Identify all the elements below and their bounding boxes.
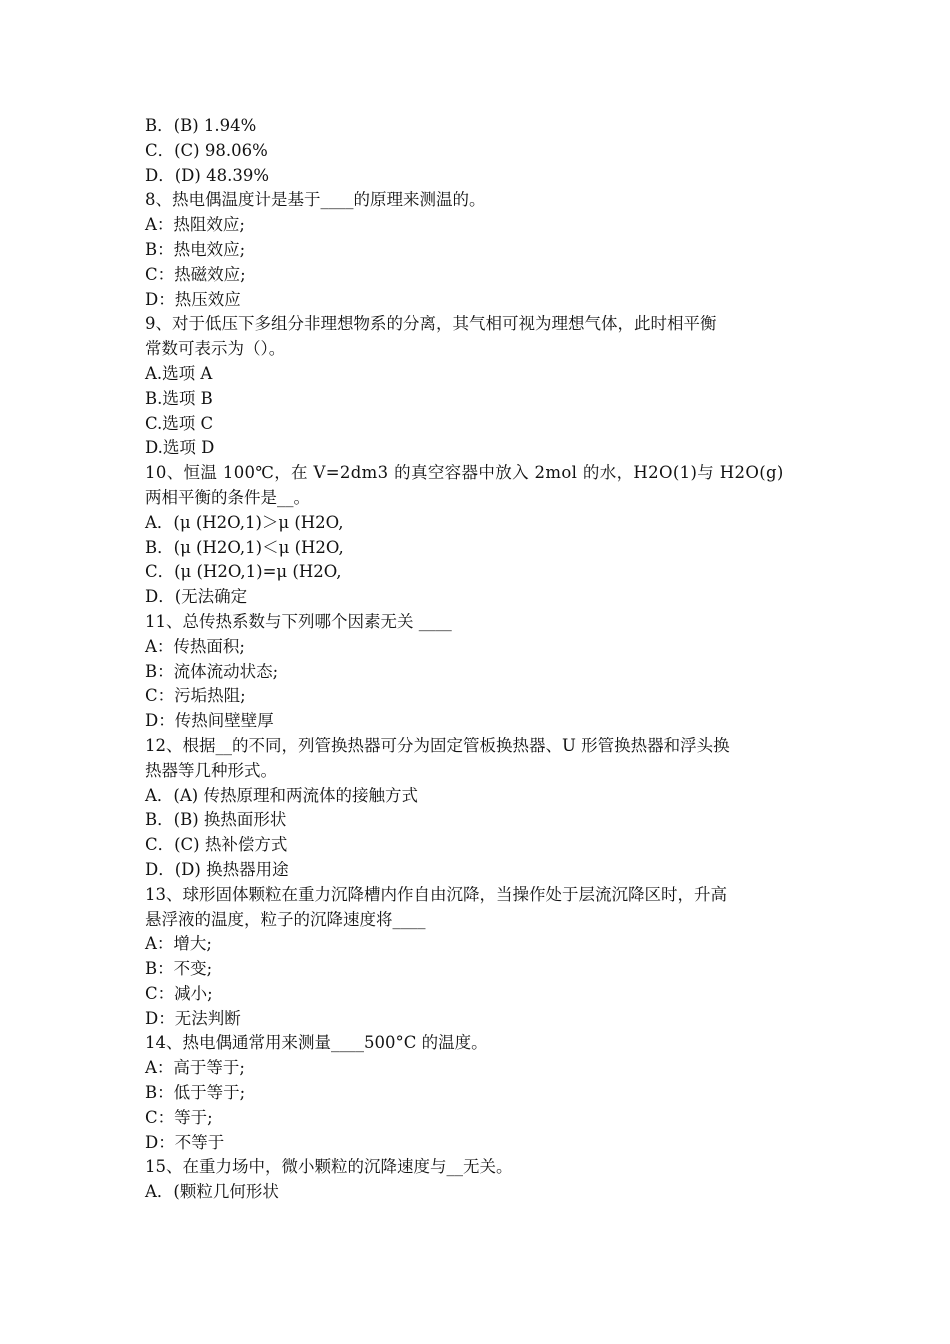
question-12-continued: 热器等几种形式。 <box>145 760 277 780</box>
question-8: 8、热电偶温度计是基于____的原理来测温的。 <box>145 190 486 210</box>
option-line: D：热压效应 <box>145 289 241 309</box>
option-line: A．(颗粒几何形状 <box>145 1182 279 1202</box>
option-line: B．(B) 换热面形状 <box>145 810 287 830</box>
option-line: A：热阻效应; <box>145 215 245 235</box>
option-line: A.选项 A <box>145 363 213 383</box>
option-line: C．(μ (H2O,1)=μ (H2O, <box>145 562 342 582</box>
question-12: 12、根据__的不同，列管换热器可分为固定管板换热器、U 形管换热器和浮头换 <box>145 735 730 755</box>
option-line: B：流体流动状态; <box>145 661 279 681</box>
option-line: D．(D) 换热器用途 <box>145 859 289 879</box>
question-11: 11、总传热系数与下列哪个因素无关 ____ <box>145 611 452 631</box>
option-line: D．(D) 48.39% <box>145 165 269 185</box>
option-line: B：不变; <box>145 959 213 979</box>
question-13-continued: 悬浮液的温度，粒子的沉降速度将____ <box>145 909 426 929</box>
option-line: B：低于等于; <box>145 1083 246 1103</box>
option-line: B．(B) 1.94% <box>145 116 257 135</box>
question-14: 14、热电偶通常用来测量____500°C 的温度。 <box>145 1033 488 1053</box>
question-10: 10、恒温 100℃，在 V=2dm3 的真空容器中放入 2mol 的水，H2O(1)与 H2O(g) <box>145 463 784 483</box>
option-line: D：不等于 <box>145 1132 225 1152</box>
option-line: C.选项 C <box>145 413 214 433</box>
question-10-continued: 两相平衡的条件是__。 <box>145 487 310 507</box>
option-line: B.选项 B <box>145 388 213 408</box>
question-13: 13、球形固体颗粒在重力沉降槽内作自由沉降，当操作处于层流沉降区时，升高 <box>145 884 727 904</box>
option-line: C：热磁效应; <box>145 264 246 284</box>
option-line: B．(μ (H2O,1)＜μ (H2O, <box>145 537 344 557</box>
option-line: B：热电效应; <box>145 239 246 259</box>
option-line: C．(C) 热补偿方式 <box>145 835 288 855</box>
option-line: A．(A) 传热原理和两流体的接触方式 <box>145 785 418 805</box>
document-page <box>145 114 809 1205</box>
option-line: C．(C) 98.06% <box>145 140 268 160</box>
option-line: A：增大; <box>145 934 212 954</box>
question-15: 15、在重力场中，微小颗粒的沉降速度与__无关。 <box>145 1157 513 1177</box>
option-line: D：传热间壁壁厚 <box>145 711 274 731</box>
option-line: C：污垢热阻; <box>145 686 246 706</box>
option-line: D．(无法确定 <box>145 587 248 607</box>
option-line: D.选项 D <box>145 438 215 458</box>
option-line: C：减小; <box>145 983 213 1003</box>
question-9-continued: 常数可表示为（）。 <box>145 339 286 359</box>
option-line: C：等于; <box>145 1107 213 1127</box>
option-line: D：无法判断 <box>145 1008 241 1028</box>
question-9: 9、对于低压下多组分非理想物系的分离，其气相可视为理想气体，此时相平衡 <box>145 314 717 334</box>
option-line: A：高于等于; <box>145 1058 245 1078</box>
option-line: A：传热面积; <box>145 636 245 656</box>
option-line: A．(μ (H2O,1)＞μ (H2O, <box>145 512 344 532</box>
